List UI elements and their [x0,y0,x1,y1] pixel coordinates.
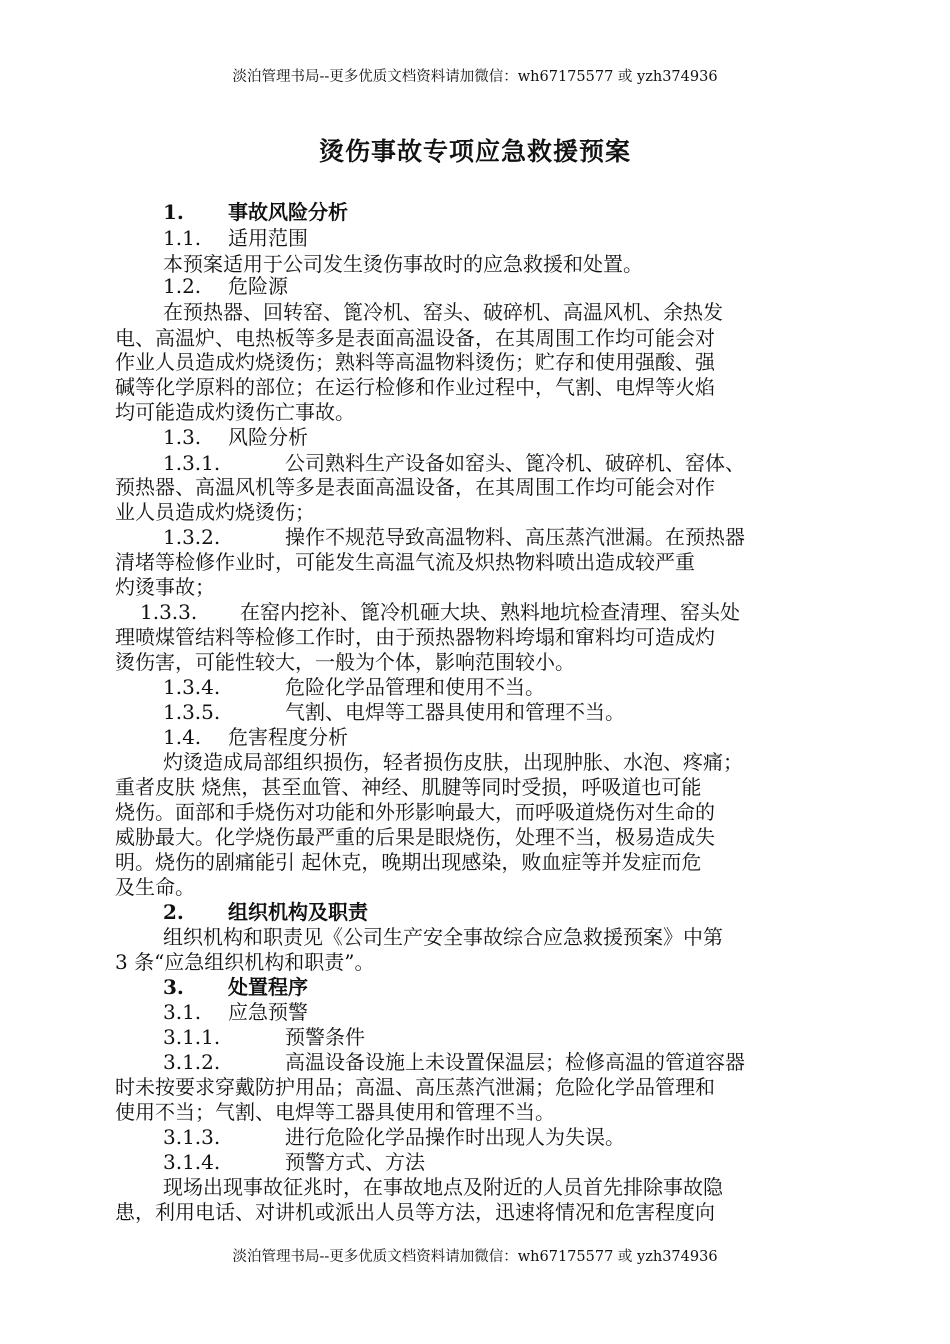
item-3-1-1 [163,1023,365,1051]
paragraph-line: 时未按要求穿戴防护用品；高温、高压蒸汽泄漏；危险化学品管理和 [115,1075,715,1099]
paragraph-line: 3 条“应急组织机构和职责”。 [115,950,375,974]
paragraph-line: 电、高温炉、电热板等多是表面高温设备，在其周围工作均可能会对 [115,326,715,350]
paragraph-line: 使用不当；气割、电焊等工器具使用和管理不当。 [115,1100,555,1124]
subsection-3-1 [163,998,308,1026]
paragraph-line: 理喷煤管结料等检修工作时，由于预热器物料垮塌和窜料均可造成灼 [115,625,715,649]
item-number: 1.3.2. [163,525,221,549]
section-title: 适用范围 [228,226,308,250]
item-text: 高温设备设施上未设置保温层；检修高温的管道容器 [285,1050,745,1074]
item-1-3-5 [163,698,625,726]
section-title: 处置程序 [228,975,308,999]
item-number: 1.3.3. [140,600,198,624]
document-title: 烫伤事故专项应急救援预案 [318,137,631,166]
item-text: 预警方式、方法 [285,1150,425,1174]
paragraph-line: 清堵等检修作业时，可能发生高温气流及炽热物料喷出造成较严重 [115,550,695,574]
section-number: 3. [163,975,184,999]
section-title: 应急预警 [228,1000,308,1024]
item-number: 3.1.3. [163,1125,221,1149]
item-3-1-3 [163,1123,625,1151]
paragraph-line: 烧伤。面部和手烧伤对功能和外形影响最大，而呼吸道烧伤对生命的 [115,800,715,824]
paragraph-line: 威胁最大。化学烧伤最严重的后果是眼烧伤，处理不当，极易造成失 [115,825,715,849]
paragraph-line: 灼烫造成局部组织损伤，轻者损伤皮肤，出现肿胀、水泡、疼痛； [163,750,743,774]
item-text: 进行危险化学品操作时出现人为失误。 [285,1125,625,1149]
section-title: 组织机构及职责 [228,900,368,924]
paragraph-line: 灼烫事故； [115,575,215,599]
item-text: 预警条件 [285,1025,365,1049]
subsection-1-2 [163,272,288,300]
section-number: 3.1. [163,1000,202,1024]
section-3-heading [163,973,308,1001]
page-footer: 淡泊管理书局--更多优质文档资料请加微信：wh67175577 或 yzh374936 [232,1249,718,1265]
page-header: 淡泊管理书局--更多优质文档资料请加微信：wh67175577 或 yzh374936 [232,69,718,85]
section-number: 1.4. [163,725,202,749]
section-number: 1. [163,200,184,224]
section-number: 1.3. [163,425,202,449]
item-text: 气割、电焊等工器具使用和管理不当。 [285,700,625,724]
item-text: 操作不规范导致高温物料、高压蒸汽泄漏。在预热器 [285,525,745,549]
item-1-3-4 [163,673,545,701]
section-2-heading [163,898,368,926]
paragraph-line: 在预热器、回转窑、篦冷机、窑头、破碎机、高温风机、余热发 [163,300,723,324]
subsection-1-4 [163,723,348,751]
paragraph-line: 重者皮肤 烧焦，甚至血管、神经、肌腱等同时受损，呼吸道也可能 [115,775,702,799]
subsection-1-3 [163,423,308,451]
section-title: 危害程度分析 [228,725,348,749]
item-number: 3.1.2. [163,1050,221,1074]
item-number: 1.3.4. [163,675,221,699]
paragraph-line: 本预案适用于公司发生烫伤事故时的应急救援和处置。 [163,252,643,276]
item-3-1-2 [163,1048,745,1076]
paragraph-line: 预热器、高温风机等多是表面高温设备，在其周围工作均可能会对作 [115,475,715,499]
section-number: 1.1. [163,226,202,250]
section-title: 危险源 [228,274,288,298]
item-text: 公司熟料生产设备如窑头、篦冷机、破碎机、窑体、 [285,451,745,475]
item-number: 3.1.1. [163,1025,221,1049]
item-number: 3.1.4. [163,1150,221,1174]
item-number: 1.3.5. [163,700,221,724]
paragraph-line: 明。烧伤的剧痛能引 起休克，晚期出现感染，败血症等并发症而危 [115,850,702,874]
paragraph-line: 均可能造成灼烫伤亡事故。 [115,400,355,424]
item-number: 1.3.1. [163,451,221,475]
paragraph-line: 患，利用电话、对讲机或派出人员等方法，迅速将情况和危害程度向 [115,1200,715,1224]
paragraph-line: 及生命。 [115,875,195,899]
paragraph-line: 业人员造成灼烧烫伤； [115,500,315,524]
paragraph-line: 作业人员造成灼烧烫伤；熟料等高温物料烫伤；贮存和使用强酸、强 [115,350,715,374]
item-3-1-4 [163,1148,425,1176]
item-1-3-3 [140,598,740,626]
paragraph-line: 组织机构和职责见《公司生产安全事故综合应急救援预案》中第 [163,925,723,949]
section-1-heading [163,198,348,226]
paragraph-line: 现场出现事故征兆时，在事故地点及附近的人员首先排除事故隐 [163,1175,723,1199]
section-title: 事故风险分析 [228,200,348,224]
item-text: 危险化学品管理和使用不当。 [285,675,545,699]
section-number: 2. [163,900,184,924]
subsection-1-1 [163,224,308,252]
paragraph-line: 烫伤害，可能性较大，一般为个体，影响范围较小。 [115,650,575,674]
section-number: 1.2. [163,274,202,298]
item-text: 在窑内挖补、篦冷机砸大块、熟料地坑检查清理、窑头处 [240,600,740,624]
section-title: 风险分析 [228,425,308,449]
paragraph-line: 碱等化学原料的部位；在运行检修和作业过程中，气割、电焊等火焰 [115,375,715,399]
item-1-3-2 [163,523,745,551]
